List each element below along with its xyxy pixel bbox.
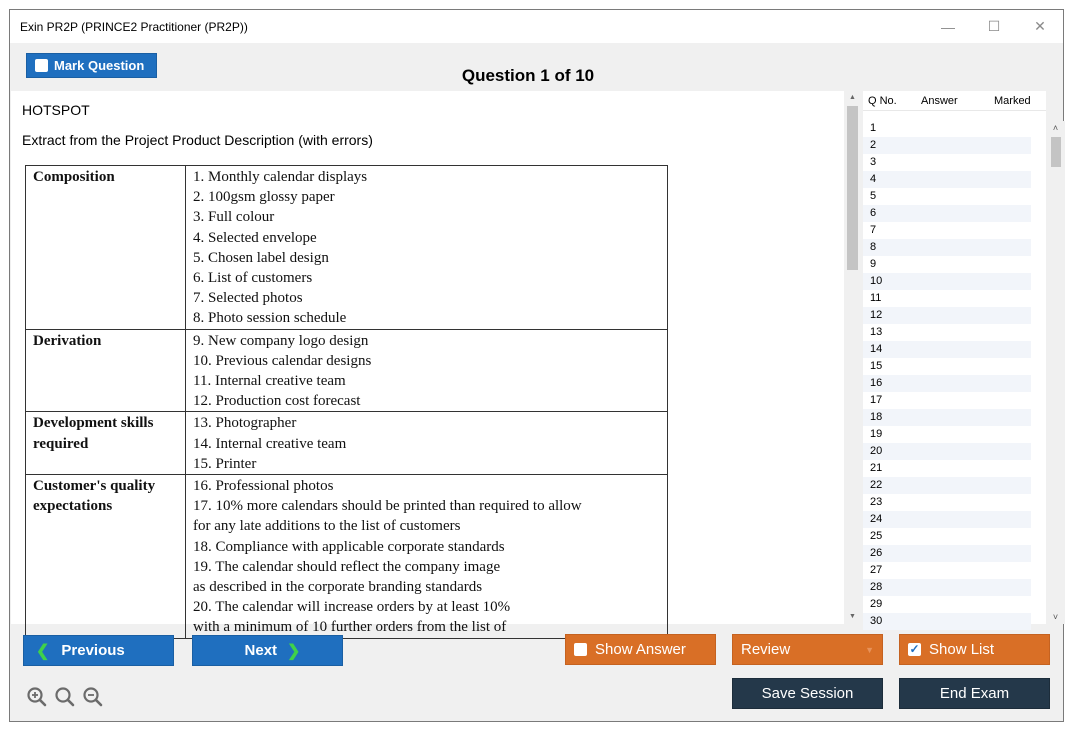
list-item[interactable]: 12 <box>863 307 1031 324</box>
list-item[interactable]: 29 <box>870 598 883 610</box>
row-heading: Derivation <box>26 329 186 412</box>
product-description-table <box>25 165 668 639</box>
row-item: 4. Selected envelope <box>193 229 317 246</box>
row-item: for any late additions to the list of customers <box>193 518 461 535</box>
previous-label: Previous <box>61 642 125 659</box>
list-item[interactable]: 22 <box>863 477 1031 494</box>
next-label: Next <box>244 642 278 659</box>
list-item[interactable]: 4 <box>863 171 1031 188</box>
row-item: 7. Selected photos <box>193 290 303 307</box>
list-item[interactable]: 14 <box>863 341 1031 358</box>
scroll-down-arrow-icon[interactable]: ▼ <box>849 613 856 620</box>
list-item[interactable]: 13 <box>870 326 883 338</box>
list-item[interactable]: 11 <box>870 292 882 304</box>
list-item[interactable]: 24 <box>863 511 1031 528</box>
row-item: 11. Internal creative team <box>193 373 346 390</box>
row-heading: Composition <box>26 166 186 330</box>
question-description: Extract from the Project Product Description (with errors) <box>22 132 373 148</box>
list-item[interactable]: 20 <box>863 443 1031 460</box>
review-dropdown[interactable] <box>732 634 883 665</box>
mark-question-label: Mark Question <box>54 58 145 73</box>
zoom-out-icon[interactable] <box>82 686 104 708</box>
question-list-rows <box>863 120 1031 630</box>
row-item: 16. Professional photos <box>193 478 334 495</box>
list-item[interactable]: 15 <box>870 360 883 372</box>
row-item: 6. List of customers <box>193 270 313 287</box>
list-item[interactable]: 7 <box>870 224 877 236</box>
list-item[interactable]: 26 <box>863 545 1031 562</box>
close-button[interactable]: ✕ <box>1034 18 1046 34</box>
question-toolbar <box>10 43 1063 91</box>
row-item: 3. Full colour <box>193 209 275 226</box>
row-item: with a minimum of 10 further orders from the list of <box>193 619 507 636</box>
list-item[interactable]: 28 <box>863 579 1031 596</box>
row-item: 20. The calendar will increase orders by at least 10% <box>193 599 511 616</box>
scroll-thumb[interactable] <box>847 106 858 270</box>
end-exam-button[interactable]: End Exam <box>899 678 1050 709</box>
scroll-up-arrow-icon[interactable]: ▲ <box>849 94 856 101</box>
zoom-reset-icon[interactable] <box>54 686 76 708</box>
list-item[interactable]: 21 <box>870 462 883 474</box>
show-list-label: Show List <box>929 641 995 658</box>
row-item: 1. Monthly calendar displays <box>193 169 368 185</box>
question-list-scrollbar[interactable] <box>1046 121 1065 624</box>
row-item: 15. Printer <box>193 455 257 472</box>
chevron-left-icon: ❮ <box>36 642 50 660</box>
zoom-in-icon[interactable] <box>26 686 48 708</box>
question-type: HOTSPOT <box>22 102 90 118</box>
list-scroll-thumb[interactable] <box>1051 137 1061 167</box>
table-row <box>26 329 668 412</box>
review-label: Review <box>741 641 791 658</box>
question-list-header <box>863 91 1046 111</box>
table-row <box>26 412 668 475</box>
checkbox-icon <box>574 643 587 656</box>
row-item: 19. The calendar should reflect the company image <box>193 558 501 575</box>
checked-checkbox-icon: ✓ <box>909 642 920 656</box>
app-window <box>9 9 1064 722</box>
list-scroll-down-icon[interactable]: ˅ <box>1052 612 1059 622</box>
list-item[interactable]: 25 <box>870 530 883 542</box>
question-list <box>863 91 1046 627</box>
qno-header: Q No. <box>868 94 897 107</box>
row-items <box>186 329 668 412</box>
list-item[interactable]: 6 <box>863 205 1031 222</box>
question-scrollbar[interactable] <box>844 91 861 624</box>
row-item: 9. New company logo design <box>193 332 369 349</box>
list-item[interactable]: 10 <box>863 273 1031 290</box>
row-heading: Development skills required <box>26 412 186 475</box>
previous-button[interactable] <box>23 635 174 666</box>
marked-header: Marked <box>994 94 1031 107</box>
chevron-right-icon: ❯ <box>287 642 301 660</box>
row-item: as described in the corporate branding standards <box>193 579 483 596</box>
row-item: 10. Previous calendar designs <box>193 352 372 369</box>
list-item[interactable]: 1 <box>870 122 877 134</box>
row-items <box>186 475 668 639</box>
window-title: Exin PR2P (PRINCE2 Practitioner (PR2P)) <box>20 19 248 34</box>
row-heading: Customer's quality expectations <box>26 475 186 639</box>
row-item: 12. Production cost forecast <box>193 393 361 410</box>
question-counter: Question 1 of 10 <box>461 66 595 85</box>
list-scroll-up-icon[interactable]: ˄ <box>1052 123 1059 133</box>
list-item[interactable]: 30 <box>863 613 1031 630</box>
list-item[interactable]: 9 <box>870 258 877 270</box>
show-list-button[interactable] <box>899 634 1050 665</box>
next-button[interactable] <box>192 635 343 666</box>
answer-header: Answer <box>921 94 958 107</box>
row-item: 8. Photo session schedule <box>193 310 347 327</box>
row-item: 5. Chosen label design <box>193 249 329 266</box>
row-items <box>186 412 668 475</box>
list-item[interactable]: 8 <box>863 239 1031 256</box>
list-item[interactable]: 5 <box>870 190 877 202</box>
row-item: 2. 100gsm glossy paper <box>193 189 335 206</box>
title-bar <box>10 10 1063 43</box>
row-item: 17. 10% more calendars should be printed than required to allow <box>193 498 582 515</box>
maximize-button[interactable]: ☐ <box>987 18 1001 34</box>
table-row <box>26 166 668 330</box>
list-item[interactable]: 18 <box>863 409 1031 426</box>
list-item[interactable]: 27 <box>870 564 883 576</box>
list-item[interactable]: 19 <box>870 428 883 440</box>
list-item[interactable]: 17 <box>870 394 883 406</box>
row-items <box>186 166 668 330</box>
list-item[interactable]: 16 <box>863 375 1031 392</box>
dropdown-arrow-icon: ▼ <box>865 644 874 655</box>
row-item: 14. Internal creative team <box>193 435 347 452</box>
table-row <box>26 475 668 639</box>
minimize-button[interactable]: — <box>941 18 955 35</box>
show-answer-button[interactable] <box>565 634 716 665</box>
row-item: 18. Compliance with applicable corporate standards <box>193 538 505 555</box>
list-item[interactable]: 3 <box>870 156 877 168</box>
row-item: 13. Photographer <box>193 415 297 432</box>
show-answer-label: Show Answer <box>595 641 686 658</box>
list-item[interactable]: 23 <box>870 496 883 508</box>
question-pane <box>11 91 861 636</box>
save-session-button[interactable]: Save Session <box>732 678 883 709</box>
list-item[interactable]: 2 <box>863 137 1031 154</box>
